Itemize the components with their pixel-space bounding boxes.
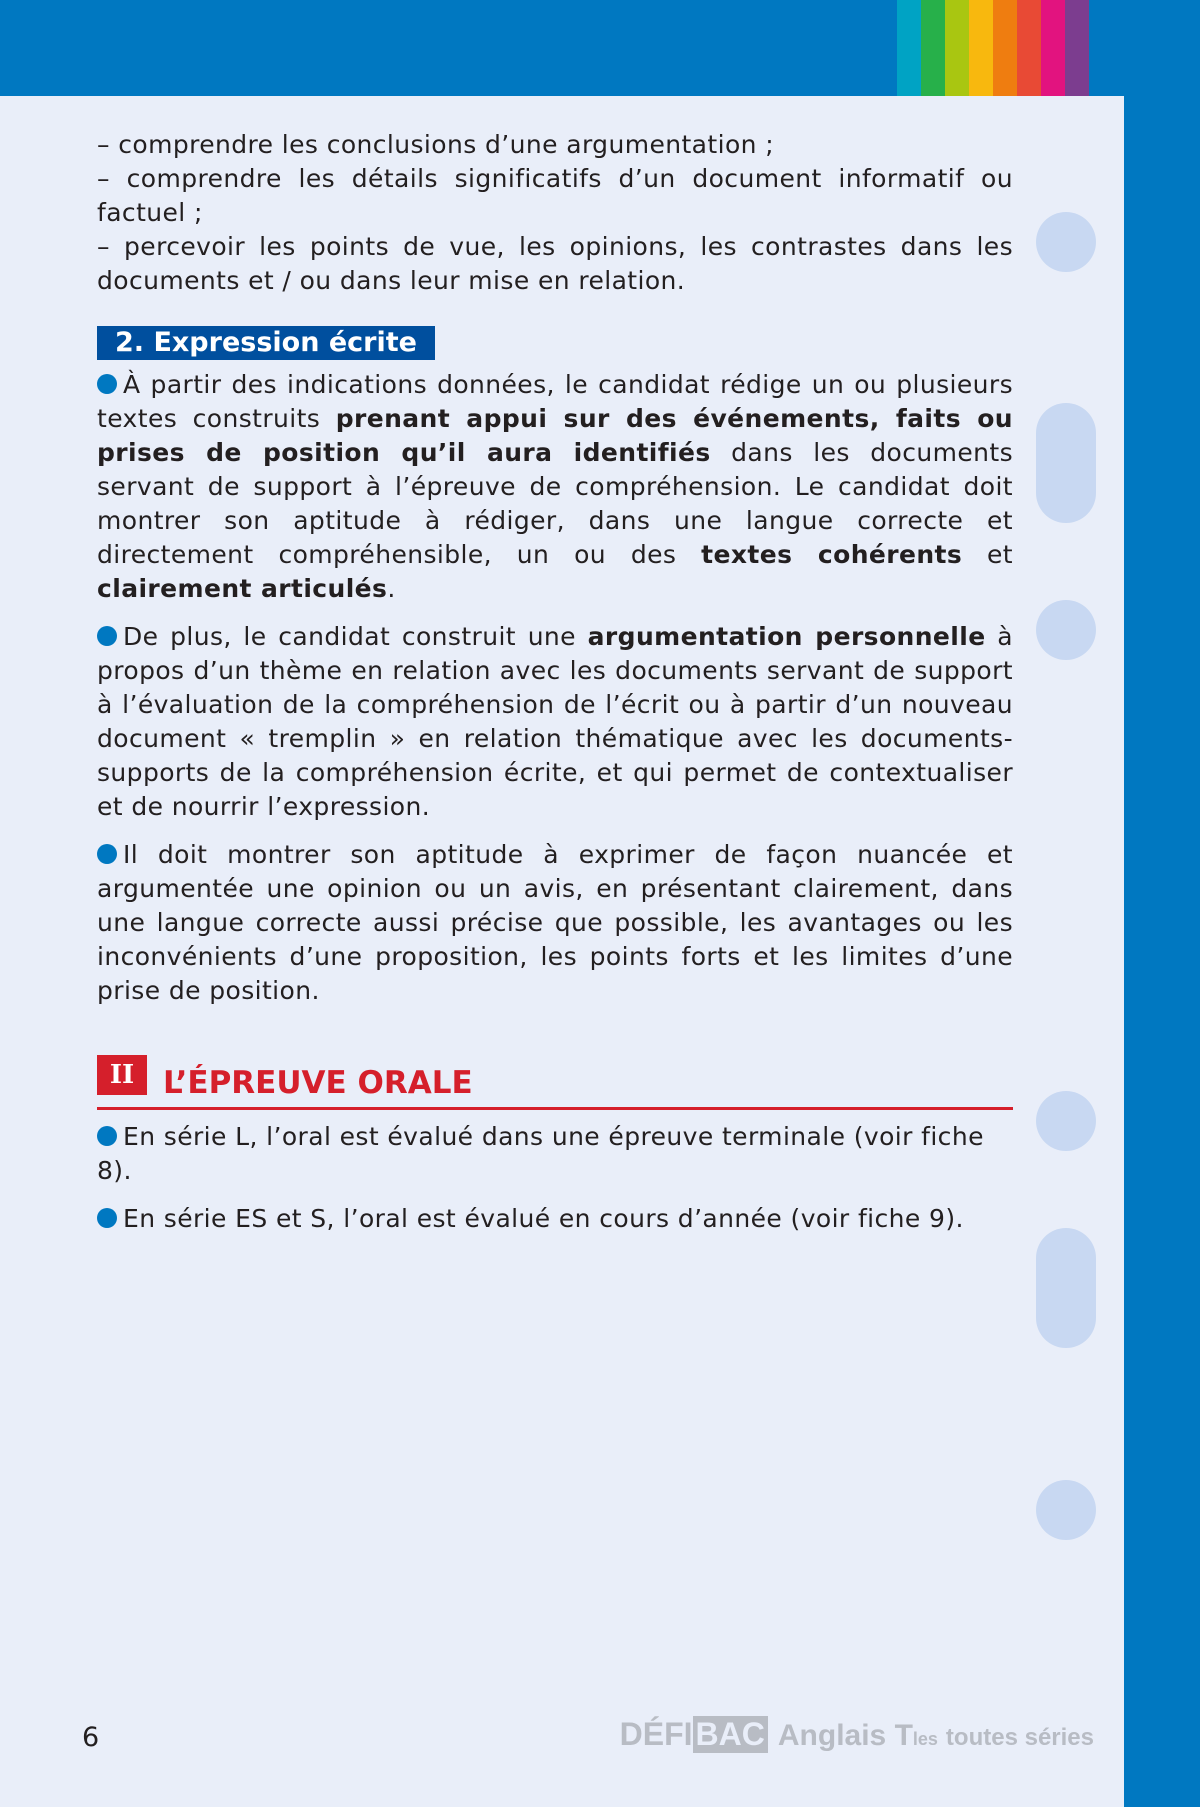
color-stripe [897, 0, 921, 96]
color-stripe [969, 0, 993, 96]
paragraph-1: À partir des indications données, le candidat rédige un ou plusieurs textes construits prenant appui sur des événements, faits ou prises de position qu’il aura identifiés dans les documents servant de support à l’épreuve de compréhension. Le candidat doit montrer son aptitude à rédiger, dans une langue correcte et directement compréhensible, un ou des textes cohérents et clairement articulés. [97, 370, 1013, 603]
footer-brand-logo [620, 1716, 1094, 1753]
brand-subject: Anglais T [777, 1719, 913, 1752]
section-title: L’ÉPREUVE ORALE [163, 1065, 473, 1101]
bullet-icon [97, 844, 117, 864]
section-heading-expression-ecrite: 2. Expression écrite [97, 326, 435, 360]
intro-line: – percevoir les points de vue, les opinions, les contrastes dans les documents et / ou dans leur mise en relation. [97, 232, 1013, 295]
page-number: 6 [82, 1722, 100, 1753]
thumb-tab [1036, 600, 1096, 660]
color-stripe [1065, 0, 1089, 96]
color-stripe [1017, 0, 1041, 96]
oral-list [97, 1120, 1013, 1250]
color-stripe [993, 0, 1017, 96]
paragraph-2: De plus, le candidat construit une argumentation personnelle à propos d’un thème en relation avec les documents servant de support à l’évaluation de la compréhension de l’écrit ou à partir d’un nouveau document « tremplin » en relation thématique avec les documents-supports de la compréhension écrite, et qui permet de contextualiser et de nourrir l’expression. [97, 622, 1013, 821]
section-number-badge: II [97, 1055, 147, 1095]
thumb-tab [1036, 1480, 1096, 1540]
brand-bac: BAC [693, 1716, 768, 1753]
thumb-tab [1036, 1091, 1096, 1151]
paragraph-3: Il doit montrer son aptitude à exprimer de façon nuancée et argumentée une opinion ou un avis, en présentant clairement, dans une langue correcte aussi précise que possible, les avantages ou les inconvénients d’une proposition, les points forts et les limites d’une prise de position. [97, 840, 1013, 1005]
color-stripes [873, 0, 1089, 96]
thumb-tab [1036, 403, 1096, 523]
color-stripe [873, 0, 897, 96]
main-content [97, 128, 1013, 1008]
section-header-oral [97, 1055, 1013, 1110]
intro-list [97, 128, 1013, 298]
brand-series: toutes séries [945, 1724, 1094, 1751]
list-item: En série L, l’oral est évalué dans une épreuve terminale (voir fiche 8). [97, 1122, 984, 1185]
color-stripe [1041, 0, 1065, 96]
bullet-icon [97, 374, 117, 394]
intro-line: – comprendre les conclusions d’une argumentation ; [97, 130, 775, 159]
brand-subject-superscript: les [912, 1729, 938, 1749]
brand-defi: DÉFI [619, 1716, 693, 1752]
thumb-tab [1036, 1228, 1096, 1348]
intro-line: – comprendre les détails significatifs d’un document informatif ou factuel ; [97, 164, 1013, 227]
color-stripe [921, 0, 945, 96]
right-edge-bar [1124, 0, 1200, 1807]
bullet-icon [97, 1126, 117, 1146]
bullet-icon [97, 626, 117, 646]
thumb-tab [1036, 212, 1096, 272]
color-stripe [945, 0, 969, 96]
bullet-icon [97, 1208, 117, 1228]
list-item: En série ES et S, l’oral est évalué en cours d’année (voir fiche 9). [97, 1202, 1013, 1236]
